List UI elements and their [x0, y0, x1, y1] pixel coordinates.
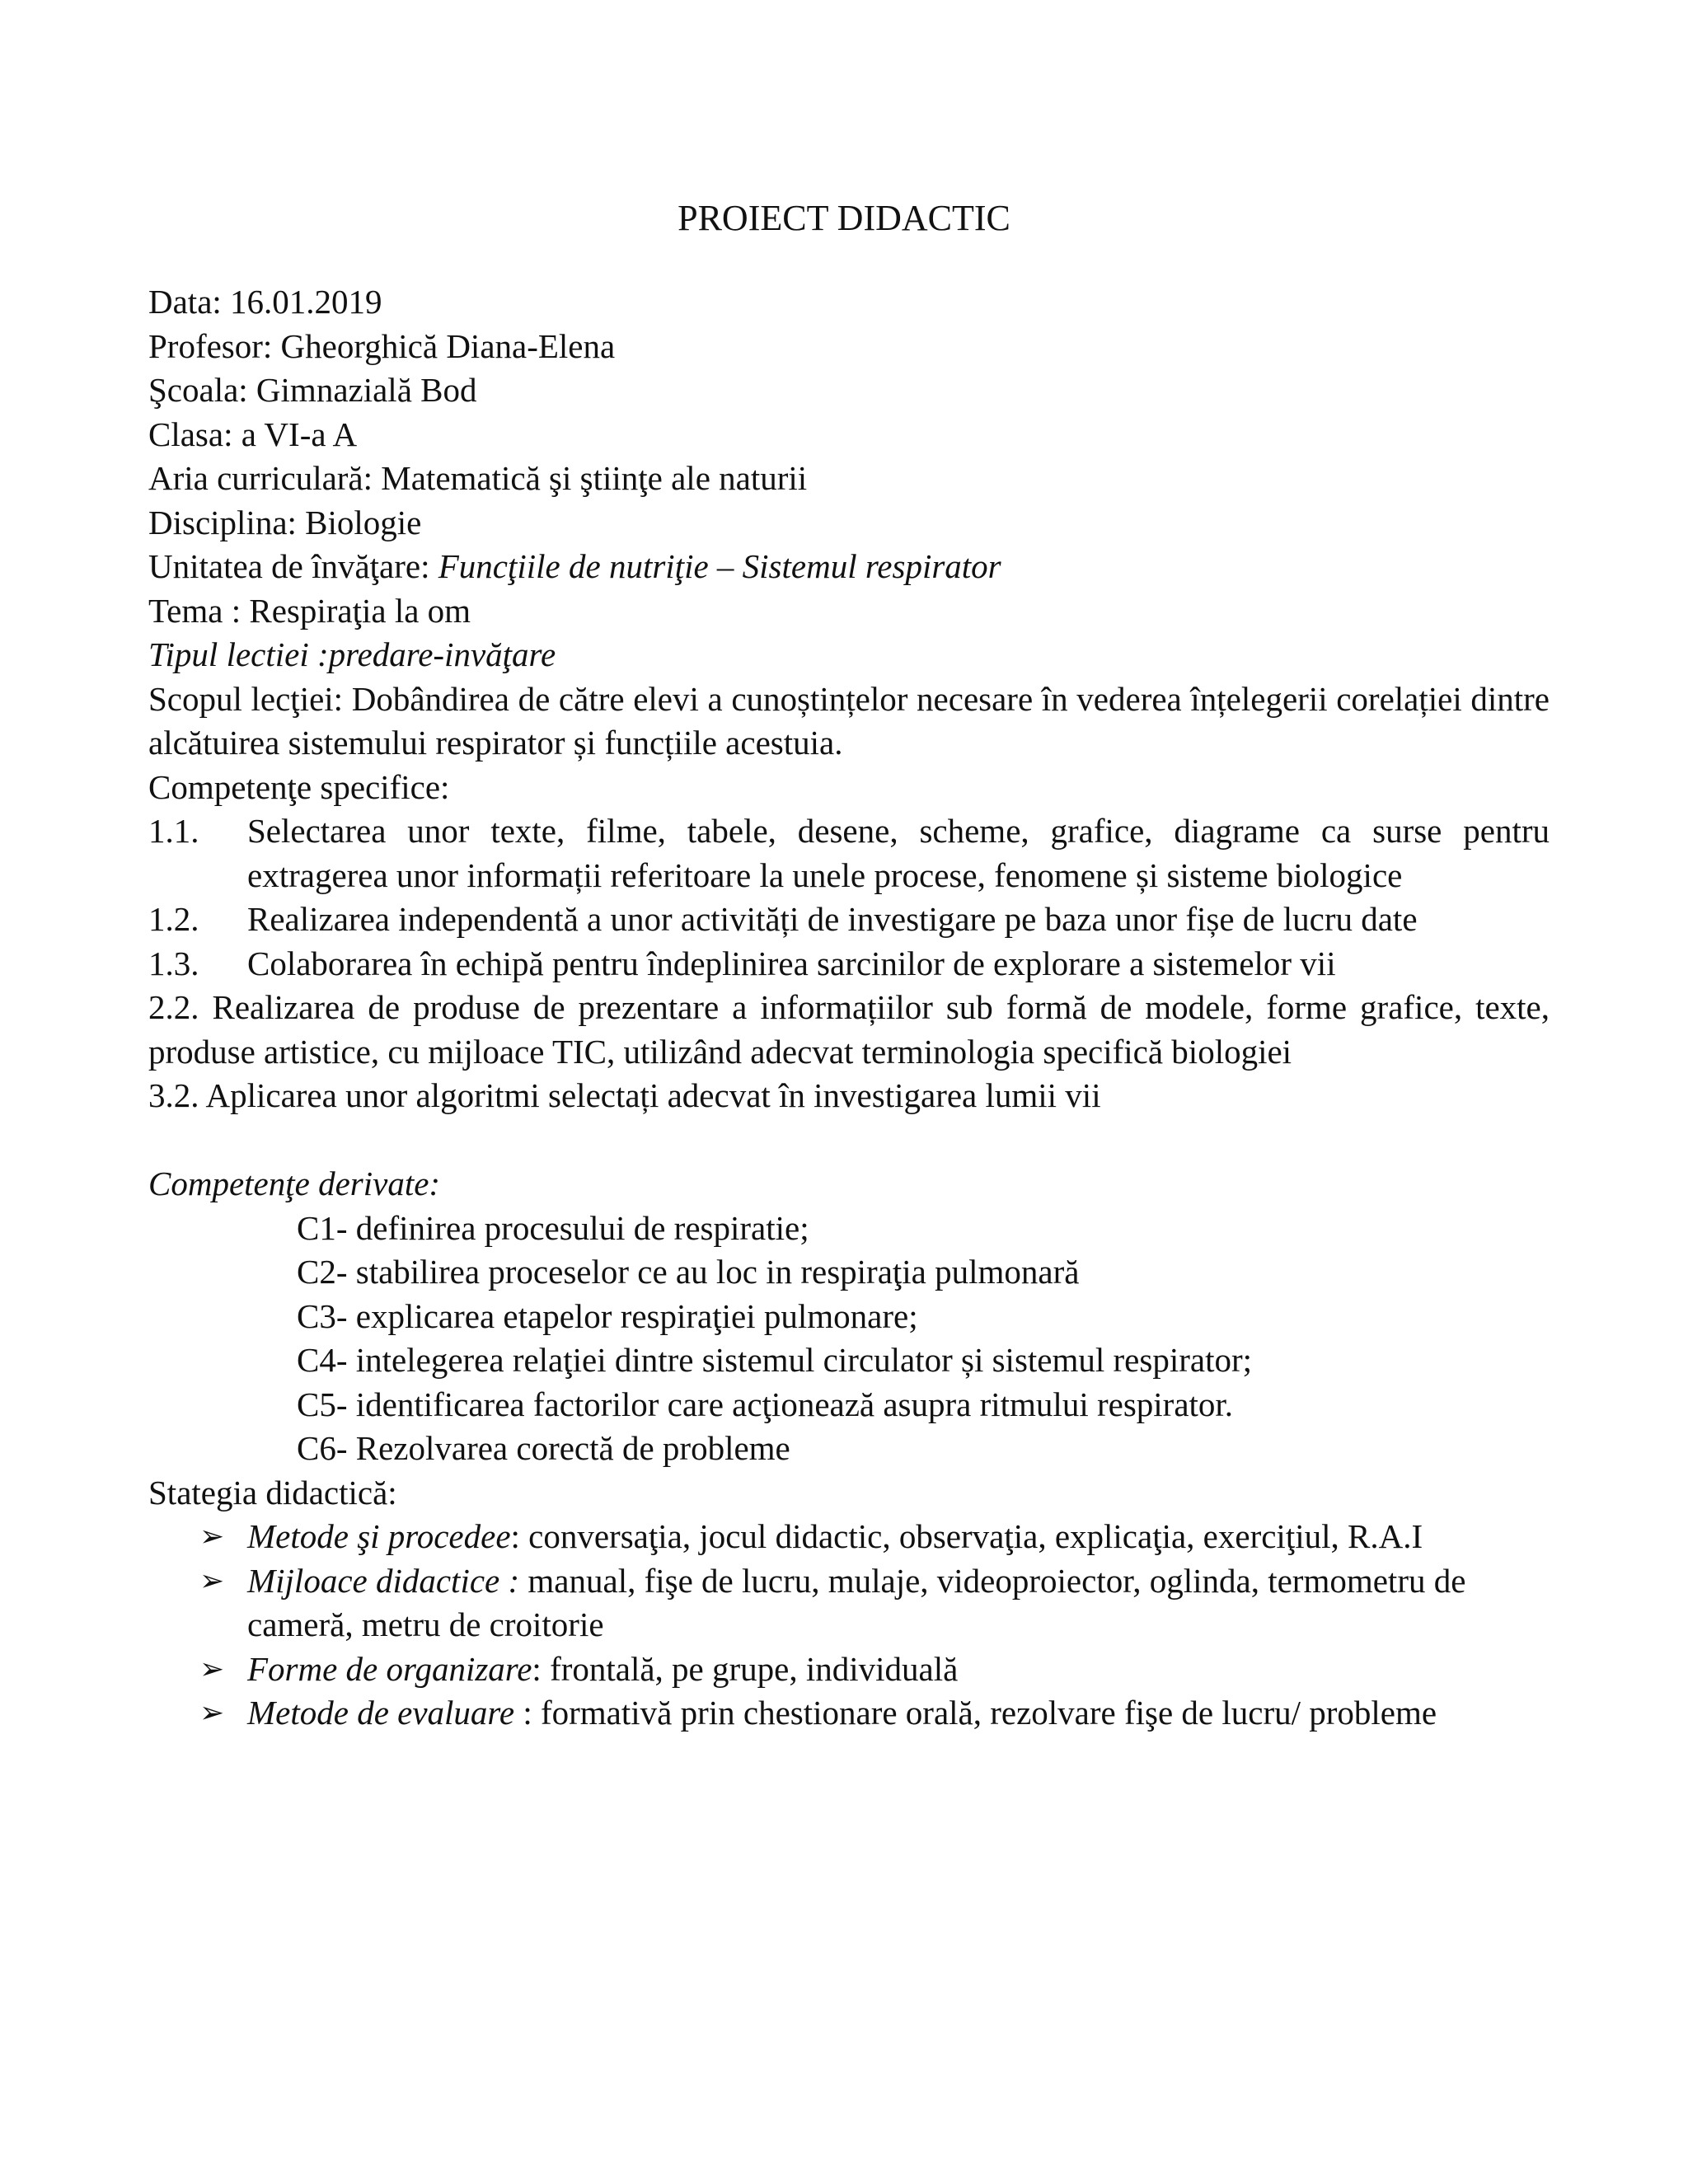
strategia-item-text: : frontală, pe grupe, individuală [532, 1649, 959, 1688]
strategia-heading: Stategia didactică: [148, 1473, 397, 1511]
strategia-item-content [247, 1515, 1550, 1559]
competenta-text: Colaborarea în echipă pentru îndeplinirea sarcinilor de explorare a sistemelor vii [247, 944, 1336, 982]
competenta-derivata-c3: C3- explicarea etapelor respiraţiei pulmonare; [297, 1296, 918, 1335]
field-scopul: Scopul lecţiei: Dobândirea de către elevi a cunoștințelor necesare în vederea înțelegerii corelației dintre alcătuirea sistemului respirator și funcțiile acestuia. [148, 679, 1550, 762]
strategia-item-content [247, 1647, 1550, 1692]
strategia-item [148, 1515, 1550, 1559]
strategia-item-content [247, 1559, 1550, 1647]
strategia-item [148, 1647, 1550, 1692]
competenta-derivata-c1: C1- definirea procesului de respiratie; [297, 1208, 809, 1247]
arrow-bullet-icon: ➢ [199, 1652, 225, 1686]
competenta-derivata-c5: C5- identificarea factorilor care acţionează asupra ritmului respirator. [297, 1385, 1234, 1423]
competenta-text: Realizarea independentă a unor activități de investigare pe baza unor fișe de lucru date [247, 900, 1418, 938]
competenta-text: Selectarea unor texte, filme, tabele, desene, scheme, grafice, diagrame ca surse pentru extragerea unor informații referitoare la unele procese, fenomene și sisteme biologice [247, 812, 1550, 894]
strategia-item [148, 1691, 1550, 1736]
competenta-2-2: 2.2. Realizarea de produse de prezentare a informațiilor sub formă de modele, forme grafice, texte, produse artistice, cu mijloace TIC, utilizând adecvat terminologia specifică biologiei [148, 988, 1550, 1071]
competenta-derivata-c6: C6- Rezolvarea corectă de probleme [297, 1429, 790, 1467]
strategia-item-label: Metode de evaluare [247, 1694, 515, 1732]
document-title: PROIECT DIDACTIC [678, 198, 1010, 238]
competenta-3-2: 3.2. Aplicarea unor algoritmi selectați adecvat în investigarea lumii vii [148, 1076, 1101, 1114]
competenta-number: 1.3. [148, 944, 199, 982]
strategia-item-label: Forme de organizare [247, 1649, 532, 1688]
competenta-derivata-c2: C2- stabilirea proceselor ce au loc in respiraţia pulmonară [297, 1253, 1080, 1291]
strategia-item-text: : conversaţia, jocul didactic, observaţia, explicaţia, exerciţiul, R.A.I [510, 1517, 1423, 1555]
spacer [148, 1118, 1550, 1163]
arrow-bullet-icon: ➢ [199, 1520, 225, 1554]
arrow-bullet-icon: ➢ [199, 1696, 225, 1730]
competenta-item [148, 898, 1550, 942]
competenta-derivata-c4: C4- intelegerea relaţiei dintre sistemul circulator și sistemul respirator; [297, 1341, 1253, 1379]
field-scoala: Şcoala: Gimnazială Bod [148, 371, 477, 409]
strategia-item-label: Metode şi procedee [247, 1517, 511, 1555]
document-body [148, 280, 1550, 1736]
field-unitatea-value: Funcţiile de nutriţie – Sistemul respirator [438, 547, 1001, 585]
competenta-item [148, 809, 1550, 898]
field-data: Data: 16.01.2019 [148, 283, 382, 321]
field-profesor: Profesor: Gheorghică Diana-Elena [148, 326, 616, 365]
competenta-number: 1.2. [148, 900, 199, 938]
strategia-item-text: manual, fişe de lucru, mulaje, videoproiector, oglinda, termometru de cameră, metru de croitorie [247, 1561, 1466, 1643]
field-aria: Aria curriculară: Matematică şi ştiinţe ale naturii [148, 459, 808, 497]
field-tema: Tema : Respiraţia la om [148, 591, 471, 630]
competente-derivate-heading: Competenţe derivate: [148, 1165, 441, 1202]
field-disciplina: Disciplina: Biologie [148, 503, 422, 541]
competente-specifice-heading: Competenţe specifice: [148, 767, 450, 806]
field-unitatea-label: Unitatea de învăţare: [148, 547, 438, 585]
competenta-item [148, 942, 1550, 987]
strategia-item-text: : formativă prin chestionare orală, rezolvare fişe de lucru/ probleme [514, 1694, 1437, 1732]
strategia-item-label: Mijloace didactice : [247, 1561, 520, 1600]
field-unitatea [148, 545, 1550, 589]
competenta-number: 1.1. [148, 812, 199, 850]
strategia-item [148, 1559, 1550, 1647]
arrow-bullet-icon: ➢ [199, 1563, 225, 1598]
field-tipul: Tipul lectiei :predare-invăţare [148, 635, 556, 673]
strategia-item-content [247, 1691, 1550, 1736]
field-clasa: Clasa: a VI-a A [148, 415, 358, 453]
